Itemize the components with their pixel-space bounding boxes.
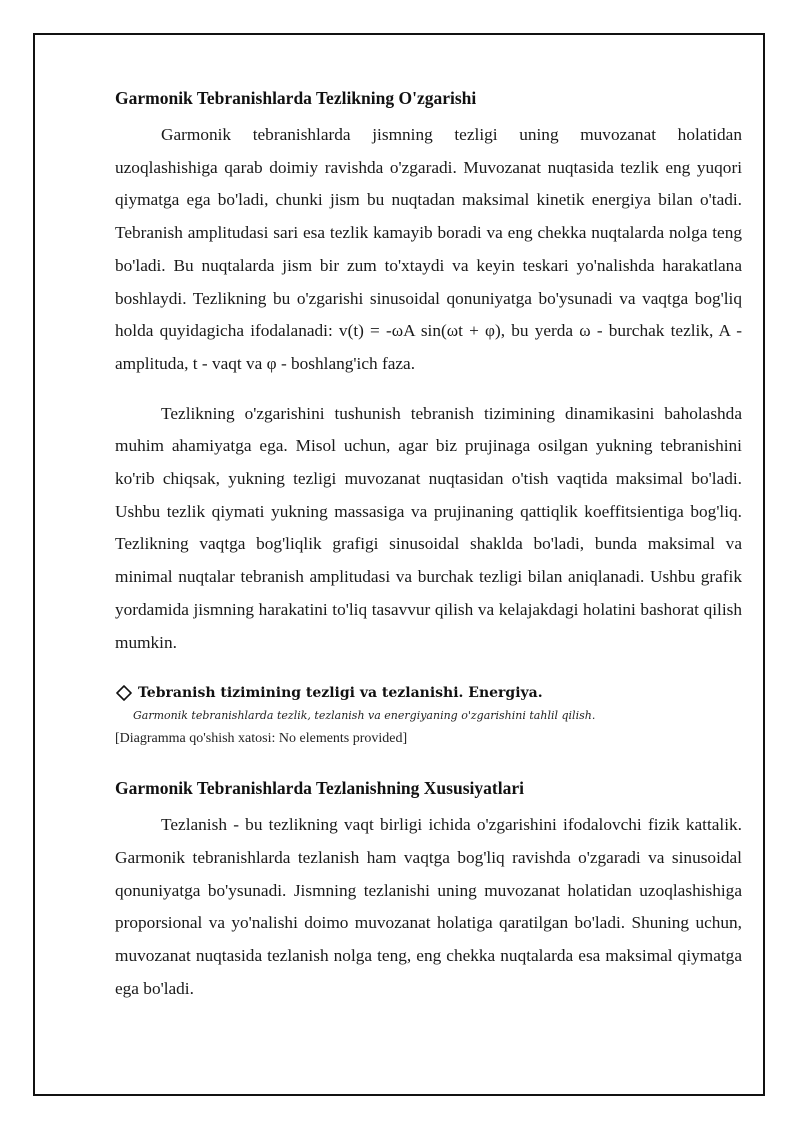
diagram-subtitle: Garmonik tebranishlarda tezlik, tezlanish va energiyaning o'zgarishini tahlil qilish. [133,709,596,723]
diamond-icon [115,684,133,702]
section-heading: Garmonik Tebranishlarda Tezlanishning Xususiyatlari [115,778,524,799]
diagram-error-message: [Diagramma qo'shish xatosi: No elements provided] [115,731,408,747]
paragraph: Garmonik tebranishlarda jismning tezligi uning muvozanat holatidan uzoqlashishiga qarab doimiy ravishda o'zgaradi. Muvozanat nuqtasida tezlik eng yuqori qiymatga ega bo'ladi, chunki jism bu nuqtadan maksimal kinetik energiya bilan o'tadi. Tebranish amplitudasi sari esa tezlik kamayib boradi va eng chekka nuqtalarda nolga teng bo'ladi. Bu nuqtalarda jism bir zum to'xtaydi va keyin teskari yo'nalishda harakatlana boshlaydi. Tezlikning bu o'zgarishi sinusoidal qonuniyatga bo'ysunadi va vaqtga bog'liq holda quyidagicha ifodalanadi: v(t) = -ωA sin(ωt + φ), bu yerda ω - burchak tezlik, A - amplituda, t - vaqt va φ - boshlang'ich faza. [115,125,742,373]
paragraph: Tezlikning o'zgarishini tushunish tebranish tizimining dinamikasini baholashda muhim ahamiyatga ega. Misol uchun, agar biz prujinaga osilgan yukning tebranishini ko'rib chiqsak, yukning tezligi muvozanat nuqtasidan o'tish vaqtida maksimal bo'ladi. Ushbu tezlik qiymati yukning massasiga va prujinaning qattiqlik koeffitsientiga bog'liq. Tezlikning vaqtga bog'liqlik grafigi sinusoidal shaklda bo'ladi, bunda maksimal va minimal nuqtalar tebranish amplitudasi va burchak tezligi bilan aniqlanadi. Ushbu grafik yordamida jismning harakatini to'liq tasavvur qilish va kelajakdagi holatini bashorat qilish mumkin. [115,403,742,652]
section-heading: Garmonik Tebranishlarda Tezlikning O'zgarishi [115,88,477,108]
diagram-title: Tebranish tizimining tezligi va tezlanishi. Energiya. [138,685,543,702]
diagram-caption [115,682,742,704]
paragraph: Tezlanish - bu tezlikning vaqt birligi ichida o'zgarishini ifodalovchi fizik kattalik. Garmonik tebranishlarda tezlanish ham vaqtga bog'liq ravishda o'zgaradi va sinusoidal qonuniyatga bo'ysunadi. Jismning tezlanishi uning muvozanat holatidan uzoqlashishiga proporsional va yo'nalishi doimo muvozanat holatiga qaratilgan bo'ladi. Shuning uchun, muvozanat nuqtasida tezlanish nolga teng, eng chekka nuqtalarda esa maksimal qiymatga ega bo'ladi. [115,815,742,998]
document-body [115,84,742,1005]
